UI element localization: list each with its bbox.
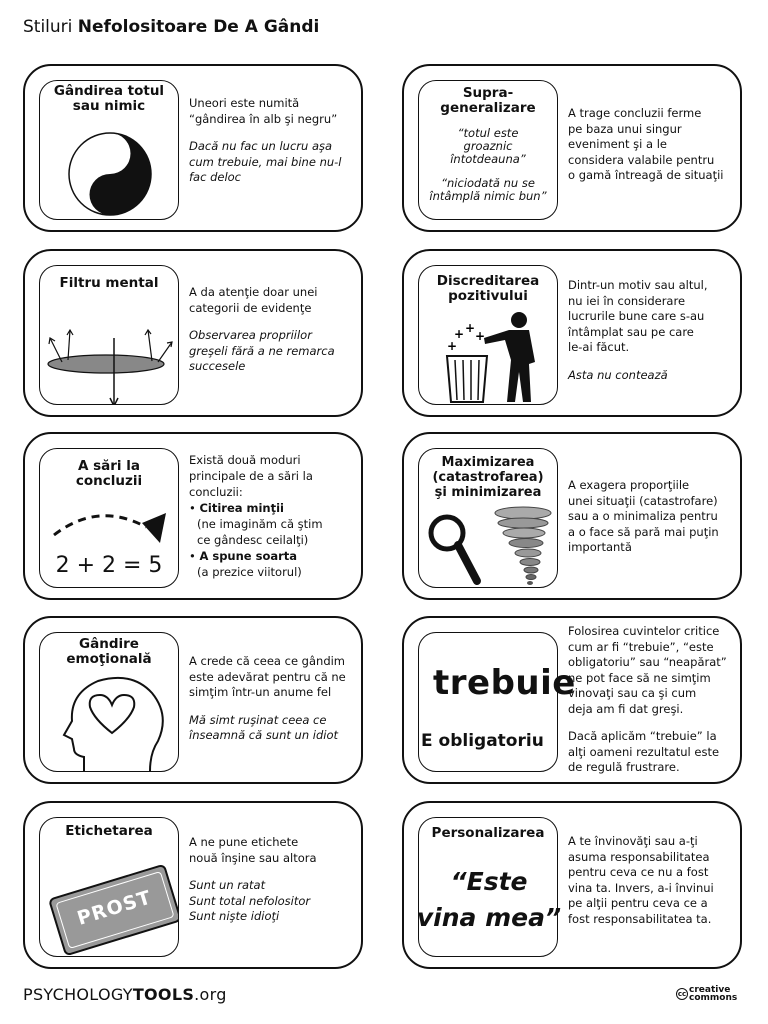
- card-illustration: [418, 632, 576, 772]
- card-labelling: [23, 801, 363, 969]
- card-title: A sări la concluzii: [75, 458, 143, 489]
- card-description: [189, 452, 355, 580]
- card-text: Există două moduri principale de a sări la concluzii:: [189, 453, 313, 499]
- quote-my-fault: “Este vina mea”: [416, 867, 562, 932]
- card-text: A exagera proporţiile unei situaţii (catastrofare) sau a o minimaliza pentru a o face să pară mai puţin importantă: [568, 478, 719, 554]
- card-description: [189, 285, 355, 375]
- bullet-title: A spune soarta: [199, 549, 298, 563]
- card-text: Dintr-un motiv sau altul, nu iei în considerare lucrurile bune care s-au întâmplat sau pe care le-ai făcut.: [568, 278, 708, 354]
- bullet-fortune-telling: [189, 548, 355, 580]
- bullet-icon: •: [189, 549, 200, 563]
- card-description: [568, 106, 734, 184]
- svg-text:+: +: [465, 321, 476, 335]
- card-title: Personalizarea: [431, 825, 545, 841]
- card-illustration: [39, 817, 179, 957]
- label-tag: [48, 863, 179, 956]
- card-title: Gândirea totul sau nimic: [53, 83, 165, 114]
- card-illustration: [418, 448, 558, 588]
- card-example: Observarea propriilor greşeli fără a ne remarca succesele: [189, 328, 335, 373]
- card-text-2: Dacă aplicăm “trebuie” la alţi oameni rezultatul este de regulă frustrare.: [568, 729, 720, 774]
- svg-text:+: +: [475, 329, 486, 343]
- jump-arrow-icon: [48, 505, 172, 549]
- word-obligatory: E obligatoriu: [421, 731, 544, 751]
- trash-figure-icon: [439, 310, 549, 405]
- card-illustration: [39, 632, 179, 772]
- psychologytools-logo[interactable]: PSYCHOLOGYTOOLS.org: [23, 985, 227, 1004]
- card-illustration: [39, 80, 179, 220]
- card-description: [189, 654, 355, 744]
- card-text: A da atenţie doar unei categorii de evidenţe: [189, 285, 318, 315]
- card-description: [568, 834, 734, 927]
- label-word: PROST: [74, 886, 155, 930]
- head-heart-icon: [54, 673, 174, 772]
- card-example: Mă simt ruşinat ceea ce înseamnă că sunt un idiot: [189, 712, 339, 742]
- card-example: Sunt un ratat Sunt total nefolositor Sunt nişte idioţi: [189, 878, 311, 923]
- card-overgeneralization: [402, 64, 742, 232]
- card-title: Gândire emoţională: [66, 636, 152, 667]
- card-illustration: [39, 265, 179, 405]
- card-description: [189, 835, 355, 925]
- creative-commons-icon: cc creative commons: [677, 985, 738, 1003]
- card-text: Uneori este numită “gândirea în alb şi negru”: [189, 96, 338, 126]
- equation-text: 2 + 2 = 5: [55, 553, 163, 578]
- card-emotional-reasoning: [23, 616, 363, 784]
- word-must: trebuie: [433, 663, 576, 703]
- card-personalization: [402, 801, 742, 969]
- card-illustration: [418, 265, 558, 405]
- card-title: Maximizarea (catastrofarea) şi minimizarea: [432, 455, 544, 500]
- card-title: Supra- generalizare: [440, 85, 536, 116]
- card-text: A ne pune etichete nouă înşine sau altora: [189, 835, 317, 865]
- card-illustration: [39, 448, 179, 588]
- svg-text:+: +: [447, 339, 458, 353]
- card-description: [568, 278, 734, 383]
- card-illustration: [418, 80, 558, 220]
- card-title: Filtru mental: [59, 275, 159, 291]
- card-disqualifying-positive: [402, 249, 742, 417]
- yin-yang-icon: [67, 131, 153, 217]
- card-description: [568, 624, 734, 776]
- svg-text:+: +: [454, 327, 465, 341]
- bullet-icon: •: [189, 501, 200, 515]
- card-all-or-nothing: [23, 64, 363, 232]
- card-text: A te învinovăţi sau a-ţi asuma responsabilitatea pentru ceva ce nu a fost vina ta. Invers, a-i învinui pe alţii pentru ceva ce a fost responsabilitatea ta.: [568, 834, 714, 926]
- card-jumping-to-conclusions: [23, 432, 363, 600]
- card-text: Folosirea cuvintelor critice cum ar fi “trebuie”, “este obligatoriu” sau “neapărat” ne pot face să ne simţim vinovaţi sau ca şi cum deja am fi dat greşi.: [568, 624, 727, 716]
- card-illustration: [416, 817, 562, 957]
- magnifier-icon: [425, 511, 483, 587]
- card-should-statements: [402, 616, 742, 784]
- bullet-text: (ne imaginăm că ştim ce gândesc ceilalţi): [197, 517, 323, 547]
- bullet-title: Citirea minţii: [199, 501, 285, 515]
- card-mental-filter: [23, 249, 363, 417]
- card-description: [568, 478, 734, 556]
- card-description: [189, 96, 355, 186]
- bullet-text: (a prezice viitorul): [197, 565, 302, 579]
- quote-always: “totul este groaznic întotdeauna”: [450, 126, 526, 166]
- card-title: Discreditarea pozitivului: [436, 273, 540, 304]
- tornado-icon: [493, 505, 555, 588]
- card-example: Asta nu contează: [568, 367, 668, 382]
- card-text: A trage concluzii ferme pe baza unui singur eveniment şi a le considera valabile pentru o gamă întreagă de situaţii: [568, 106, 724, 182]
- filter-icon: [40, 306, 179, 405]
- cc-symbol: cc: [677, 990, 687, 998]
- bullet-mind-reading: [189, 500, 355, 548]
- card-title: Etichetarea: [65, 823, 153, 839]
- page-title: Stiluri Nefolositoare De A Gândi: [23, 17, 320, 37]
- quote-never: “niciodată nu se întâmplă nimic bun”: [429, 176, 547, 203]
- card-text: A crede că ceea ce gândim este adevărat pentru că ne simţim într-un anume fel: [189, 654, 346, 699]
- card-example: Dacă nu fac un lucru aşa cum trebuie, mai bine nu-l fac deloc: [189, 139, 342, 184]
- card-magnification: [402, 432, 742, 600]
